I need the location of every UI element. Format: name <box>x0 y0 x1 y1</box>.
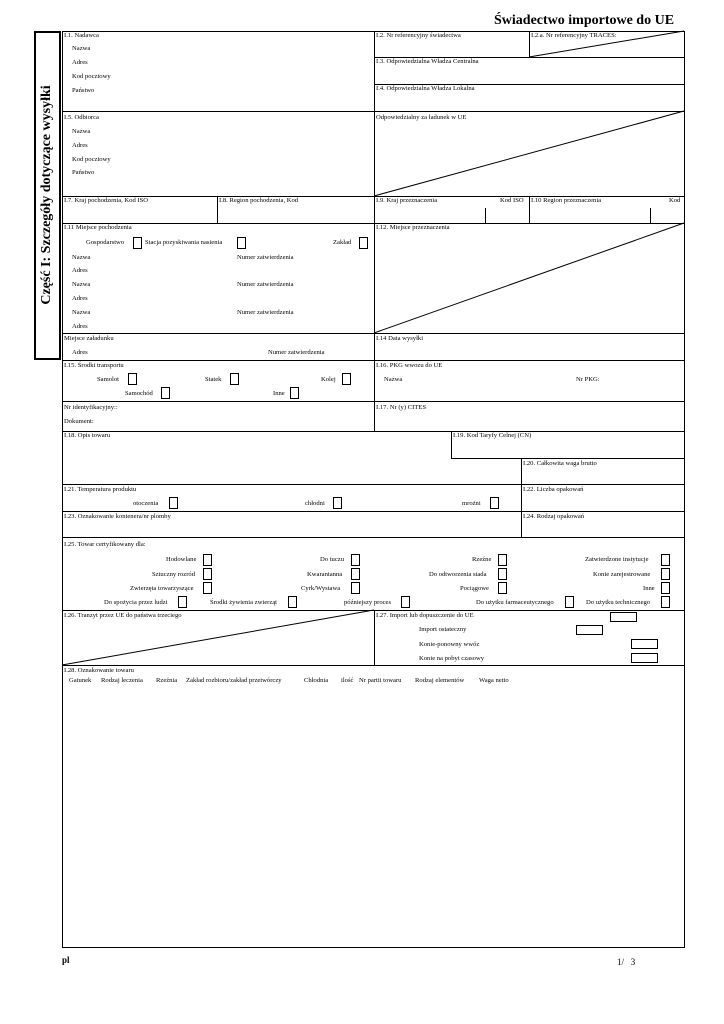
i21-chilled: chłodni <box>305 500 325 507</box>
i28-col-cold-store: Chłodnia <box>304 677 329 684</box>
i3-label: I.3. Odpowiedzialna Władza Centralna <box>376 58 479 65</box>
i1-country: Państwo <box>72 87 95 94</box>
i28-col-elements: Rodzaj elementów <box>415 677 465 684</box>
i28-col-batch: Nr partii towaru <box>359 677 402 684</box>
i25-feed: Środki żywienia zwierząt <box>210 599 278 606</box>
i11-station: Stacja pozyskiwania nasienia <box>145 239 223 246</box>
i5-label: I.5. Odbiorca <box>64 114 99 121</box>
i25-human-checkbox[interactable] <box>178 596 187 608</box>
i7-label: I.7. Kraj pochodzenia, Kod ISO <box>64 197 149 204</box>
i27-label: I.27. Import lub dopuszczenie do UE <box>376 612 474 619</box>
i25-fattening: Do tuczu <box>320 556 344 563</box>
i14-label: I.14 Data wysyłki <box>376 335 424 342</box>
i11-holding: Gospodarstwo <box>86 239 125 246</box>
i10-label: I.10 Region przeznaczenia <box>531 197 602 204</box>
i11-label: I.11 Miejsce pochodzenia <box>64 224 132 231</box>
i28-col-cutting-plant: Zakład rozbioru/zakład przetwórczy <box>186 677 282 684</box>
i25-further: późniejszy proces <box>344 599 392 606</box>
i6-label: Odpowiedzialny za ładunek w UE <box>376 114 467 121</box>
i25-registered: Konie zarejestrowane <box>593 571 651 578</box>
i5-postal: Kod pocztowy <box>72 156 111 163</box>
i25-draught: Pociągowe <box>460 585 489 592</box>
i5-name: Nazwa <box>72 128 91 135</box>
i25-breeding: Hodowlane <box>166 556 197 563</box>
i15-rail: Kolej <box>321 376 336 383</box>
i5-country: Państwo <box>72 169 95 176</box>
i20-label: I.20. Całkowita waga brutto <box>523 460 597 467</box>
i11-approval-2: Numer zatwierdzenia <box>237 281 294 288</box>
i23-label: I.23. Oznakowanie kontenera/nr plomby <box>64 513 171 520</box>
footer-page: 1/ 3 <box>617 957 636 967</box>
i21-label: I.21. Temperatura produktu <box>64 486 137 493</box>
i25-label: I.25. Towar certyfikowany dla: <box>64 541 146 548</box>
i13-approval: Numer zatwierdzenia <box>268 349 325 356</box>
i15-plane: Samolot <box>97 376 119 383</box>
i25-registered-checkbox[interactable] <box>661 568 670 580</box>
i21-ambient-checkbox[interactable] <box>169 497 178 509</box>
i28-col-slaughterhouse: Rzeźnia <box>156 677 178 684</box>
i25-quarantine: Kwarantanna <box>307 571 343 578</box>
i27-temporary-checkbox[interactable] <box>631 653 658 663</box>
i8-label: I.8. Region pochodzenia, Kod <box>219 197 299 204</box>
i25-technical: Do użytku technicznego <box>586 599 651 606</box>
side-label: Część I: Szczegóły dotyczące wysyłki <box>39 85 54 305</box>
i13-label: Miejsce załadunku <box>64 335 114 342</box>
i25-fattening-checkbox[interactable] <box>351 554 360 566</box>
i11-approval-3: Numer zatwierdzenia <box>237 309 294 316</box>
i5-address: Adres <box>72 142 88 149</box>
i25-pets: Zwierzęta towarzyszące <box>130 585 194 592</box>
i1-name: Nazwa <box>72 45 91 52</box>
i16-pkg: Nr PKG: <box>576 376 600 383</box>
i11-name-2: Nazwa <box>72 281 91 288</box>
i22-label: I.22. Liczba opakowań <box>523 486 584 493</box>
i28-col-treatment: Rodzaj leczenia <box>101 677 143 684</box>
i25-circus-checkbox[interactable] <box>351 582 360 594</box>
i28-label: I.28. Oznakowanie towaru <box>64 667 134 674</box>
i15-ship: Statek <box>205 376 222 383</box>
i15-other-checkbox[interactable] <box>290 387 299 399</box>
i25-other: Inne <box>643 585 655 592</box>
i13-address: Adres <box>72 349 88 356</box>
i25-ai: Sztuczny rozród <box>152 571 196 578</box>
i11-holding-checkbox[interactable] <box>133 237 142 249</box>
i11-station-checkbox[interactable] <box>237 237 246 249</box>
i15-id: Nr identyfikacyjny:: <box>64 404 118 411</box>
i4-label: I.4. Odpowiedzialna Władza Lokalna <box>376 85 475 92</box>
i16-label: I.16. PKG wwozu do UE <box>376 362 443 369</box>
i9-label: I.9. Kraj przeznaczenia <box>376 197 438 204</box>
i25-technical-checkbox[interactable] <box>661 596 670 608</box>
i15-label: I.15. Środki transportu <box>64 362 124 369</box>
i15-rail-checkbox[interactable] <box>342 373 351 385</box>
i25-pets-checkbox[interactable] <box>203 582 212 594</box>
i28-col-net-weight: Waga netto <box>479 677 509 684</box>
i25-pharma: Do użytku farmaceutycznego <box>476 599 554 606</box>
i28-col-species: Gatunek <box>69 677 92 684</box>
i15-road: Samochód <box>125 390 153 397</box>
i27-temporary: Konie na pobyt czasowy <box>419 655 485 662</box>
i21-frozen-checkbox[interactable] <box>490 497 499 509</box>
i11-name-1: Nazwa <box>72 254 91 261</box>
i11-address-3: Adres <box>72 323 88 330</box>
i24-label: I.24. Rodzaj opakowań <box>523 513 585 520</box>
i25-human: Do spożycia przez ludzi <box>104 599 168 606</box>
i27-main-checkbox[interactable] <box>610 612 637 622</box>
i16-name: Nazwa <box>384 376 403 383</box>
i11-name-3: Nazwa <box>72 309 91 316</box>
i15-plane-checkbox[interactable] <box>128 373 137 385</box>
i11-plant-checkbox[interactable] <box>359 237 368 249</box>
i10-code: Kod <box>669 197 681 204</box>
i2a-label: I.2.a. Nr referencyjny TRACES: <box>531 32 617 39</box>
i27-definitive: Import ostateczny <box>419 626 467 633</box>
document-title: Świadectwo importowe do UE <box>494 13 675 28</box>
i25-feed-checkbox[interactable] <box>288 596 297 608</box>
i15-ship-checkbox[interactable] <box>230 373 239 385</box>
i25-breeding-checkbox[interactable] <box>203 554 212 566</box>
i21-ambient: otoczenia <box>133 500 159 507</box>
i18-label: I.18. Opis towaru <box>64 432 111 439</box>
i21-chilled-checkbox[interactable] <box>333 497 342 509</box>
i19-label: I.19. Kod Taryfy Celnej (CN) <box>453 432 532 439</box>
i1-address: Adres <box>72 59 88 66</box>
i25-other-checkbox[interactable] <box>661 582 670 594</box>
i27-reentry-checkbox[interactable] <box>631 639 658 649</box>
i2-label: I.2. Nr referencyjny świadectwa <box>376 32 461 39</box>
i25-circus: Cyrk/Wystawa <box>301 585 341 592</box>
i12-label: I.12. Miejsce przeznaczenia <box>376 224 450 231</box>
i1-postal: Kod pocztowy <box>72 73 111 80</box>
i27-reentry: Konie-ponowny wwóz <box>419 641 480 648</box>
i17-label: I.17. Nr (y) CITES <box>376 404 426 411</box>
i25-approved: Zatwierdzone instytucje <box>585 556 649 563</box>
i21-frozen: mrożni <box>462 500 481 507</box>
i25-restock-checkbox[interactable] <box>498 568 507 580</box>
i25-restock: Do odtworzenia stada <box>429 571 487 578</box>
i15-road-checkbox[interactable] <box>161 387 170 399</box>
i26-label: I.26. Tranzyt przez UE do państwa trzeciego <box>64 612 182 619</box>
i28-col-quantity: ilość <box>341 677 354 684</box>
i11-address-1: Adres <box>72 267 88 274</box>
i25-draught-checkbox[interactable] <box>498 582 507 594</box>
i25-quarantine-checkbox[interactable] <box>351 568 360 580</box>
i9-code: Kod ISO <box>500 197 524 204</box>
footer-lang: pl <box>62 955 70 965</box>
i25-approved-checkbox[interactable] <box>661 554 670 566</box>
i1-label: I.1. Nadawca <box>64 32 99 39</box>
i27-definitive-checkbox[interactable] <box>576 625 603 635</box>
i25-slaughter: Rzeźne <box>472 556 492 563</box>
i15-other: Inne <box>273 390 285 397</box>
i11-approval-1: Numer zatwierdzenia <box>237 254 294 261</box>
i11-plant: Zakład <box>333 239 352 246</box>
i25-pharma-checkbox[interactable] <box>565 596 574 608</box>
i25-slaughter-checkbox[interactable] <box>498 554 507 566</box>
i11-address-2: Adres <box>72 295 88 302</box>
i25-further-checkbox[interactable] <box>401 596 410 608</box>
i25-ai-checkbox[interactable] <box>203 568 212 580</box>
i15-doc: Dokument: <box>64 418 94 425</box>
